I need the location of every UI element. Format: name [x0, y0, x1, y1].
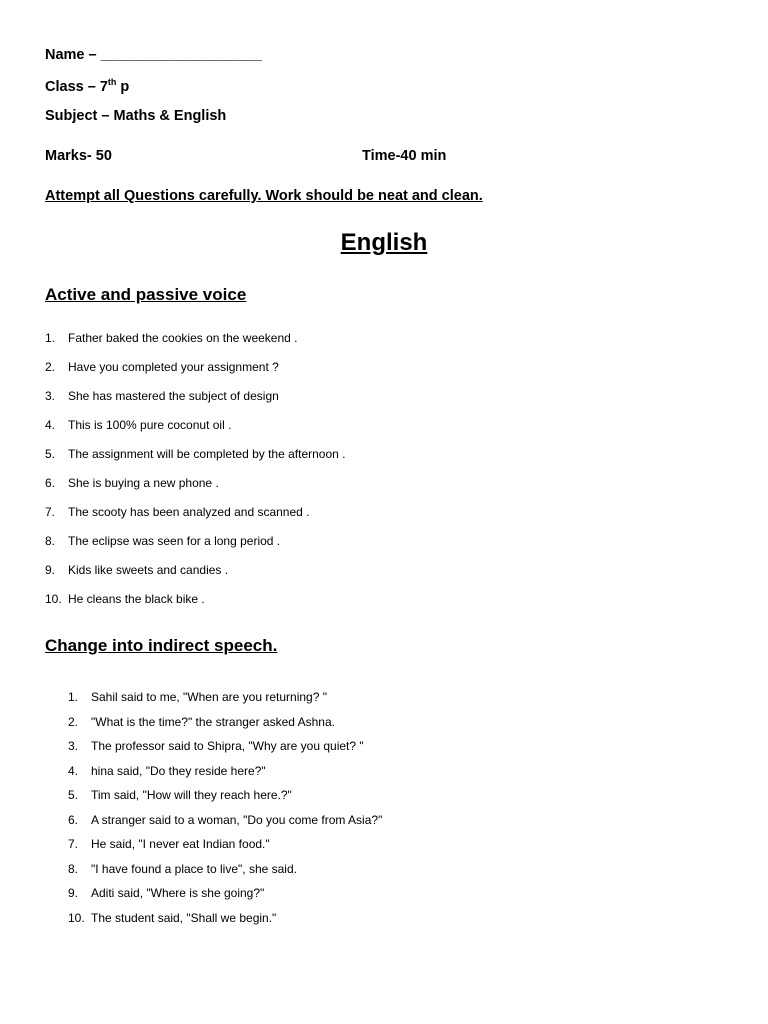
- question-number: 5.: [68, 788, 79, 802]
- question-text: The assignment will be completed by the afternoon .: [68, 447, 346, 461]
- voice-question-item: [45, 418, 346, 447]
- question-number: 10.: [68, 910, 85, 925]
- question-number: 7.: [45, 505, 56, 519]
- time-line: Time-40 min: [362, 148, 447, 164]
- question-text: Aditi said, "Where is she going?": [91, 886, 265, 900]
- question-number: 6.: [45, 476, 56, 490]
- class-text: Class – 7: [45, 78, 108, 95]
- voice-question-item: [45, 505, 346, 534]
- voice-question-item: [45, 331, 346, 360]
- question-text: The student said, "Shall we begin.": [91, 910, 277, 925]
- speech-question-item: [68, 714, 382, 740]
- question-text: Tim said, "How will they reach here.?": [91, 788, 292, 802]
- question-text: Sahil said to me, "When are you returning? ": [91, 690, 327, 704]
- question-number: 3.: [68, 739, 79, 753]
- section-heading-voice: Active and passive voice: [45, 285, 247, 304]
- question-number: 7.: [68, 837, 79, 851]
- voice-question-item: [45, 592, 346, 621]
- voice-question-item: [45, 360, 346, 389]
- voice-question-item: [45, 476, 346, 505]
- voice-question-list: [45, 331, 346, 621]
- speech-question-item: [68, 763, 382, 789]
- voice-question-item: [45, 389, 346, 418]
- page-title-text: English: [340, 229, 428, 256]
- voice-question-item: [45, 447, 346, 476]
- speech-question-item: [68, 788, 382, 813]
- question-number: 10.: [45, 592, 62, 606]
- question-number: 2.: [45, 360, 56, 374]
- question-text: The professor said to Shipra, "Why are you quiet? ": [91, 739, 364, 753]
- page-title: [0, 229, 768, 257]
- question-number: 8.: [68, 861, 79, 876]
- question-number: 1.: [45, 331, 56, 345]
- speech-question-item: [68, 690, 382, 715]
- question-text: "I have found a place to live", she said.: [91, 861, 297, 876]
- speech-question-item: [68, 861, 382, 887]
- speech-question-item: [68, 812, 383, 838]
- question-number: 6.: [68, 812, 79, 827]
- name-line: Name – ____________________: [45, 47, 262, 63]
- question-text: Kids like sweets and candies .: [68, 563, 229, 577]
- speech-question-item: [68, 837, 382, 862]
- question-text: "What is the time?" the stranger asked Ashna.: [91, 714, 335, 729]
- voice-question-item: [45, 563, 346, 592]
- question-number: 8.: [45, 534, 56, 548]
- subject-line: Subject – Maths & English: [45, 108, 227, 124]
- class-superscript: th: [107, 77, 117, 87]
- section-heading-speech: Change into indirect speech.: [45, 636, 278, 655]
- question-text: She has mastered the subject of design: [68, 389, 279, 403]
- question-number: 9.: [68, 886, 79, 900]
- marks-line: Marks- 50: [45, 148, 112, 164]
- question-number: 4.: [68, 763, 79, 778]
- question-number: 3.: [45, 389, 56, 403]
- question-text: She is buying a new phone .: [68, 476, 219, 490]
- class-line: [45, 77, 129, 95]
- question-text: He cleans the black bike .: [68, 592, 205, 606]
- question-text: Have you completed your assignment ?: [68, 360, 279, 374]
- class-section: p: [116, 78, 130, 95]
- voice-question-item: [45, 534, 346, 563]
- question-text: The eclipse was seen for a long period .: [68, 534, 281, 548]
- question-number: 4.: [45, 418, 56, 432]
- question-number: 5.: [45, 447, 56, 461]
- question-number: 2.: [68, 714, 79, 729]
- speech-question-item: [68, 739, 382, 764]
- speech-question-item: [68, 910, 382, 936]
- speech-question-item: [68, 886, 382, 911]
- question-text: This is 100% pure coconut oil .: [68, 418, 232, 432]
- question-text: A stranger said to a woman, "Do you come from Asia?": [91, 812, 383, 827]
- question-number: 1.: [68, 690, 79, 704]
- question-text: hina said, "Do they reside here?": [91, 763, 266, 778]
- question-text: The scooty has been analyzed and scanned .: [68, 505, 310, 519]
- question-text: He said, "I never eat Indian food.": [91, 837, 270, 851]
- question-text: Father baked the cookies on the weekend .: [68, 331, 298, 345]
- speech-question-list: [68, 690, 383, 935]
- question-number: 9.: [45, 563, 56, 577]
- instruction-text: Attempt all Questions carefully. Work should be neat and clean.: [45, 188, 483, 204]
